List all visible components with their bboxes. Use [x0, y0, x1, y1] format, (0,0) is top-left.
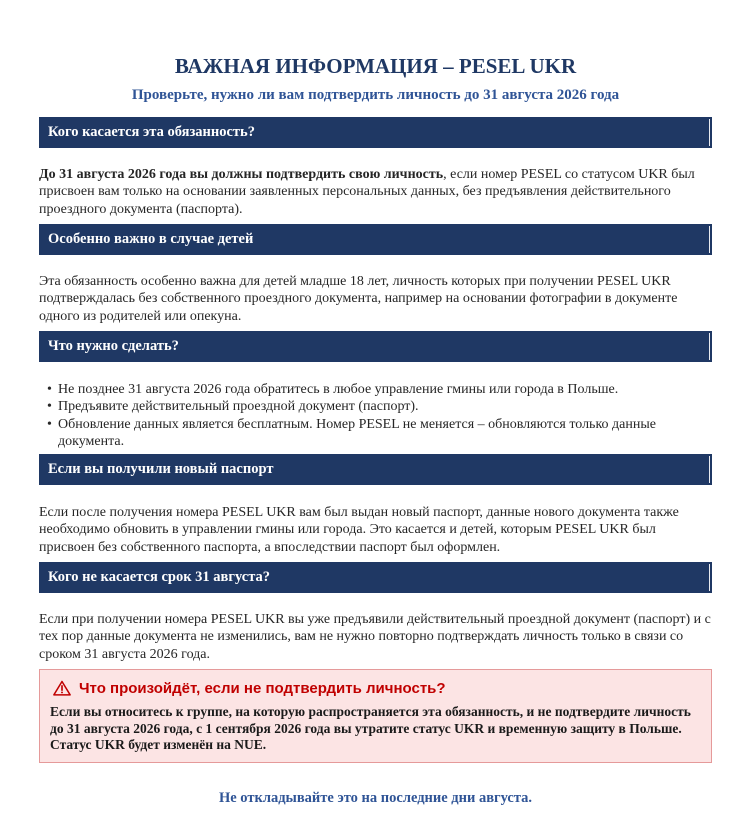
section-text-new-passport: Если после получения номера PESEL UKR вам был выдан новый паспорт, данные нового документа также необходимо обновить в управлении гмины или города. Это касается и детей, которым PESEL UKR был присвоен без собственного паспорта, а впоследствии паспорт был оформлен. — [39, 505, 679, 555]
warning-icon — [53, 680, 71, 696]
list-item-text: Не позднее 31 августа 2026 года обратитесь в любое управление гмины или города в Польше. — [58, 382, 619, 397]
section-text-who — [39, 166, 712, 218]
steps-list — [39, 381, 712, 450]
section-text-not-affected: Если при получении номера PESEL UKR вы уже предъявили действительный проездной документ (паспорт) и с тех пор данные документа не изменились, вам не нужно повторно подтверждать личность только в связи со сроком 31 августа 2026 года. — [39, 612, 711, 662]
section-heading-children: Особенно важно в случае детей — [39, 224, 712, 255]
section-text-children: Эта обязанность особенно важна для детей младше 18 лет, личность которых при получении PESEL UKR подтверждалась без собственного проездного документа, например на основании фотографии в документе одного из родителей или опекуна. — [39, 274, 678, 324]
section-heading-what-to-do: Что нужно сделать? — [39, 331, 712, 362]
warning-heading-row — [50, 678, 701, 698]
bullet-icon — [47, 398, 52, 415]
section-heading-new-passport: Если вы получили новый паспорт — [39, 454, 712, 485]
list-item-text: Обновление данных является бесплатным. Номер PESEL не меняется – обновляются только данные документа. — [58, 416, 656, 449]
footer-note: Не откладывайте это на последние дни августа. — [218, 790, 533, 806]
bullet-icon — [47, 416, 52, 433]
warning-text: Если вы относитесь к группе, на которую распространяется эта обязанность, и не подтвердите личность до 31 августа 2026 года, с 1 сентября 2026 года вы утратите статус UKR и временную защиту в Польше. Статус UKR будет изменён на NUE. — [50, 704, 691, 752]
section-heading-not-affected: Кого не касается срок 31 августа? — [39, 562, 712, 593]
page-subtitle: Проверьте, нужно ли вам подтвердить личность до 31 августа 2026 года — [131, 87, 620, 103]
list-item — [39, 416, 712, 451]
warning-heading: Что произойдёт, если не подтвердить личность? — [79, 679, 446, 697]
list-item — [39, 381, 712, 398]
page-title: ВАЖНАЯ ИНФОРМАЦИЯ – PESEL UKR — [174, 54, 577, 78]
section-text-who-rest: , если номер PESEL со статусом UKR был присвоен вам только на основании заявленных персональных данных, без предъявления действительного проездного документа (паспорта). — [39, 167, 695, 217]
section-text-who-bold: До 31 августа 2026 года вы должны подтвердить свою личность — [39, 167, 444, 182]
bullet-icon — [47, 381, 52, 398]
list-item — [39, 398, 712, 415]
list-item-text: Предъявите действительный проездной документ (паспорт). — [58, 399, 419, 415]
warning-box — [39, 669, 712, 763]
section-heading-who: Кого касается эта обязанность? — [39, 117, 712, 148]
